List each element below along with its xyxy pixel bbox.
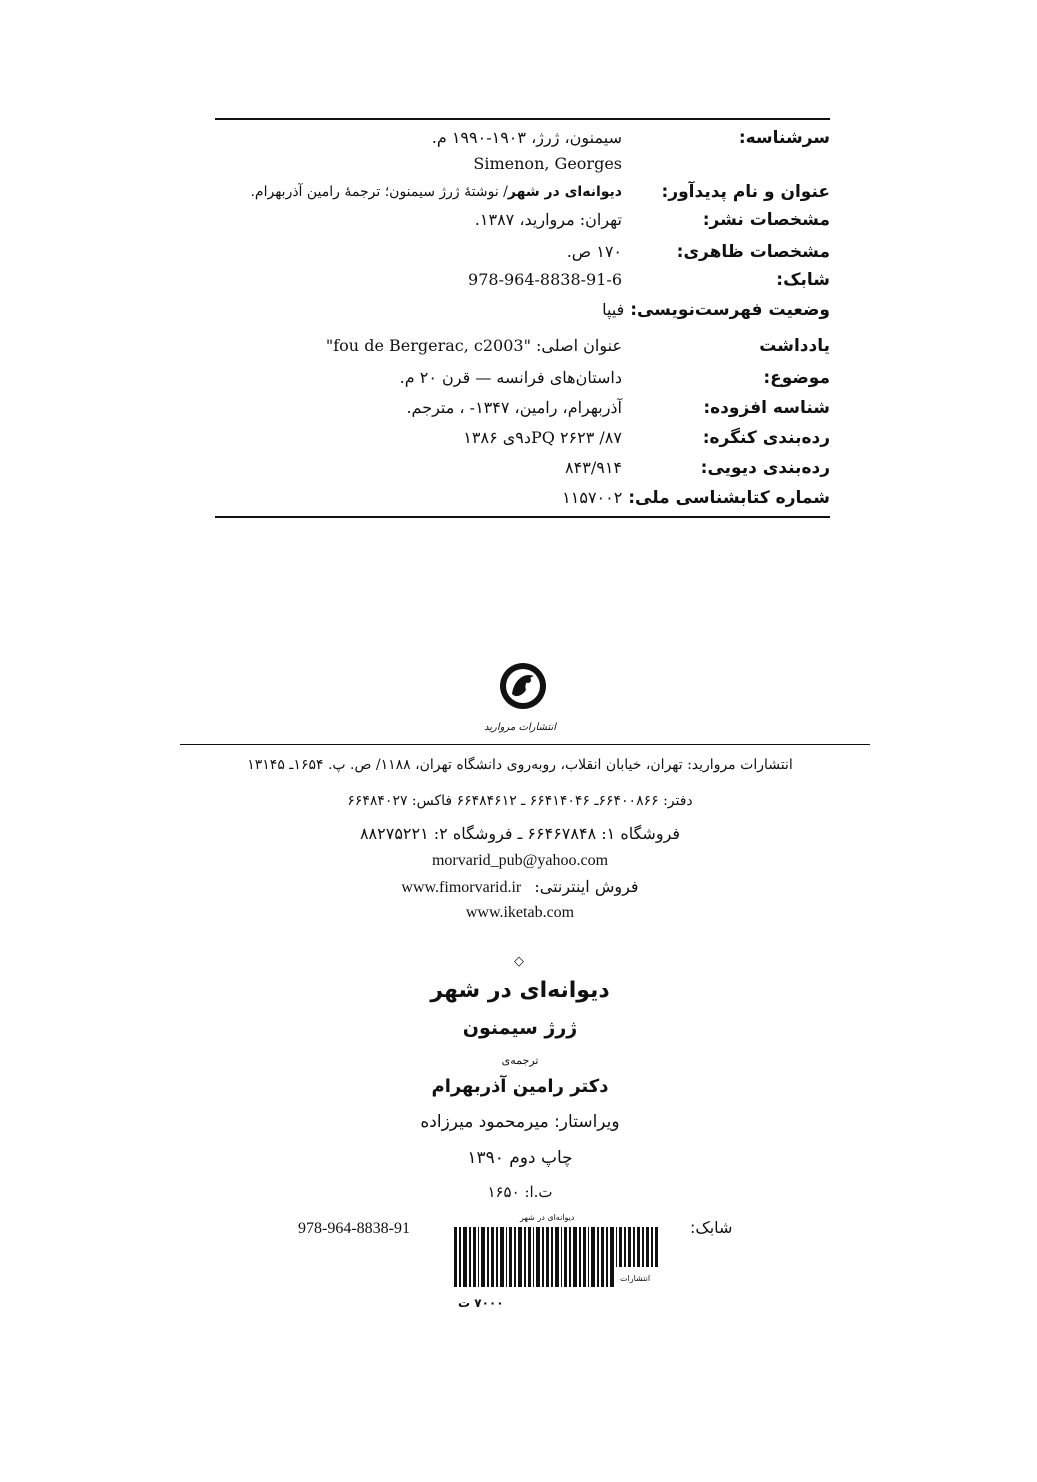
barcode-title: دیوانه‌ای در شهر — [520, 1213, 575, 1222]
publisher-email: morvarid_pub@yahoo.com — [431, 852, 609, 869]
catalog-value-status: فیپا — [602, 300, 625, 319]
catalog-value — [212, 152, 622, 176]
logo-caption: انتشارات مروارید — [483, 722, 557, 733]
catalog-value: سیمنون، ژرژ، ۱۹۰۳-۱۹۹۰ م. — [431, 128, 622, 147]
catalog-value — [212, 180, 622, 204]
catalog-top-rule — [215, 118, 830, 120]
book-author: ژرژ سیمنون — [462, 1017, 578, 1039]
catalog-bottom-rule — [215, 516, 830, 518]
catalog-label: رده‌بندی دیویی: — [700, 458, 830, 478]
book-edition: چاپ دوم ۱۳۹۰ — [467, 1148, 573, 1168]
publisher-stores: فروشگاه ۱: ۶۶۴۶۷۸۴۸ ـ فروشگاه ۲: ۸۸۲۷۵۲۲۱ — [359, 824, 681, 843]
publisher-office: دفتر: ۶۶۴۰۰۸۶۶ـ ۶۶۴۱۴۰۴۶ ـ ۶۶۴۸۴۶۱۲ فاکس: ۶۶۴۸۴۰۲۷ — [347, 793, 693, 809]
catalog-row-national-no — [215, 486, 830, 512]
catalog-row-isbn — [215, 268, 830, 294]
catalog-label: عنوان و نام پدیدآور: — [661, 182, 830, 202]
catalog-row-physical — [215, 240, 830, 266]
catalog-label: مشخصات ظاهری: — [676, 242, 830, 262]
book-print-run: ت.ا: ۱۶۵۰ — [487, 1183, 553, 1201]
catalog-value: تهران: مروارید، ۱۳۸۷. — [474, 210, 622, 229]
catalog-label — [562, 486, 830, 510]
online-url: www.fimorvarid.ir — [401, 879, 522, 896]
catalog-value: داستان‌های فرانسه — قرن ۲۰ م. — [399, 368, 622, 387]
book-translator: دکتر رامین آذربهرام — [431, 1076, 609, 1097]
catalog-label: شناسه افزوده: — [703, 398, 830, 418]
catalog-label: مشخصات نشر: — [702, 210, 830, 230]
catalog-value: آذربهرام، رامین، ۱۳۴۷- ، مترجم. — [406, 398, 622, 417]
publisher-site2: www.iketab.com — [465, 904, 575, 921]
catalog-value: ۱۷۰ ص. — [566, 242, 622, 261]
catalog-row-subject — [215, 366, 830, 392]
catalog-value: PQ ۲۶۲۳ /۸۷د۹ی ۱۳۸۶ — [463, 428, 622, 447]
publisher-online — [150, 877, 890, 897]
catalog-label: شابک: — [776, 270, 830, 290]
catalog-row-author — [215, 126, 830, 152]
catalog-label-text: وضعیت فهرست‌نویسی: — [630, 300, 830, 320]
isbn-number: 978-964-8838-91 — [298, 1220, 410, 1237]
catalog-value-title: دیوانه‌ای در شهر — [507, 184, 622, 200]
catalog-row-author-latin — [215, 152, 830, 178]
barcode-side-text: انتشارات — [620, 1274, 651, 1283]
publisher-rule — [180, 744, 870, 745]
catalog-label: سرشناسه: — [738, 128, 830, 148]
isbn-label: شابک: — [690, 1218, 733, 1237]
publisher-address: انتشارات مروارید: تهران، خیابان انقلاب، روبه‌روی دانشگاه تهران، ۱۱۸۸/ ص. پ. ۱۶۵۴ـ ۱۳۱۴۵ — [247, 757, 793, 773]
catalog-row-added-entry — [215, 396, 830, 422]
catalog-value-credits: / نوشتهٔ ژرژ سیمنون؛ ترجمهٔ رامین آذربهرام. — [250, 184, 508, 200]
catalog-row-publication — [215, 208, 830, 234]
catalog-row-lc-class — [215, 426, 830, 452]
book-editor: ویراستار: میرمحمود میرزاده — [420, 1112, 620, 1132]
separator-icon: ◇ — [514, 954, 524, 969]
catalog-row-title — [215, 180, 830, 206]
book-title: دیوانه‌ای در شهر — [430, 978, 610, 1003]
barcode-price: ۷۰۰۰ ت — [458, 1296, 504, 1310]
catalog-row-note — [215, 334, 830, 360]
catalog-label: یادداشت — [759, 336, 830, 356]
catalog-row-dewey — [215, 456, 830, 482]
catalog-label — [590, 298, 830, 322]
catalog-label-text: شماره کتابشناسی ملی: — [628, 488, 830, 508]
catalog-label: موضوع: — [763, 368, 830, 388]
catalog-value: عنوان اصلی: "fou de Bergerac, c2003" — [325, 336, 622, 355]
catalog-value-isbn: 978-964-8838-91-6 — [468, 270, 622, 289]
catalog-value-latin: Simenon, Georges — [473, 154, 622, 173]
catalog-row-status — [215, 298, 830, 324]
translation-label: ترجمه‌ی — [501, 1054, 539, 1067]
catalog-value-national-no: ۱۱۵۷۰۰۲ — [562, 488, 623, 507]
catalog-label: رده‌بندی کنگره: — [702, 428, 830, 448]
catalog-value: ۸۴۳/۹۱۴ — [565, 458, 622, 477]
catalog-value — [212, 268, 622, 292]
online-label: فروش اینترنتی: — [534, 877, 639, 896]
